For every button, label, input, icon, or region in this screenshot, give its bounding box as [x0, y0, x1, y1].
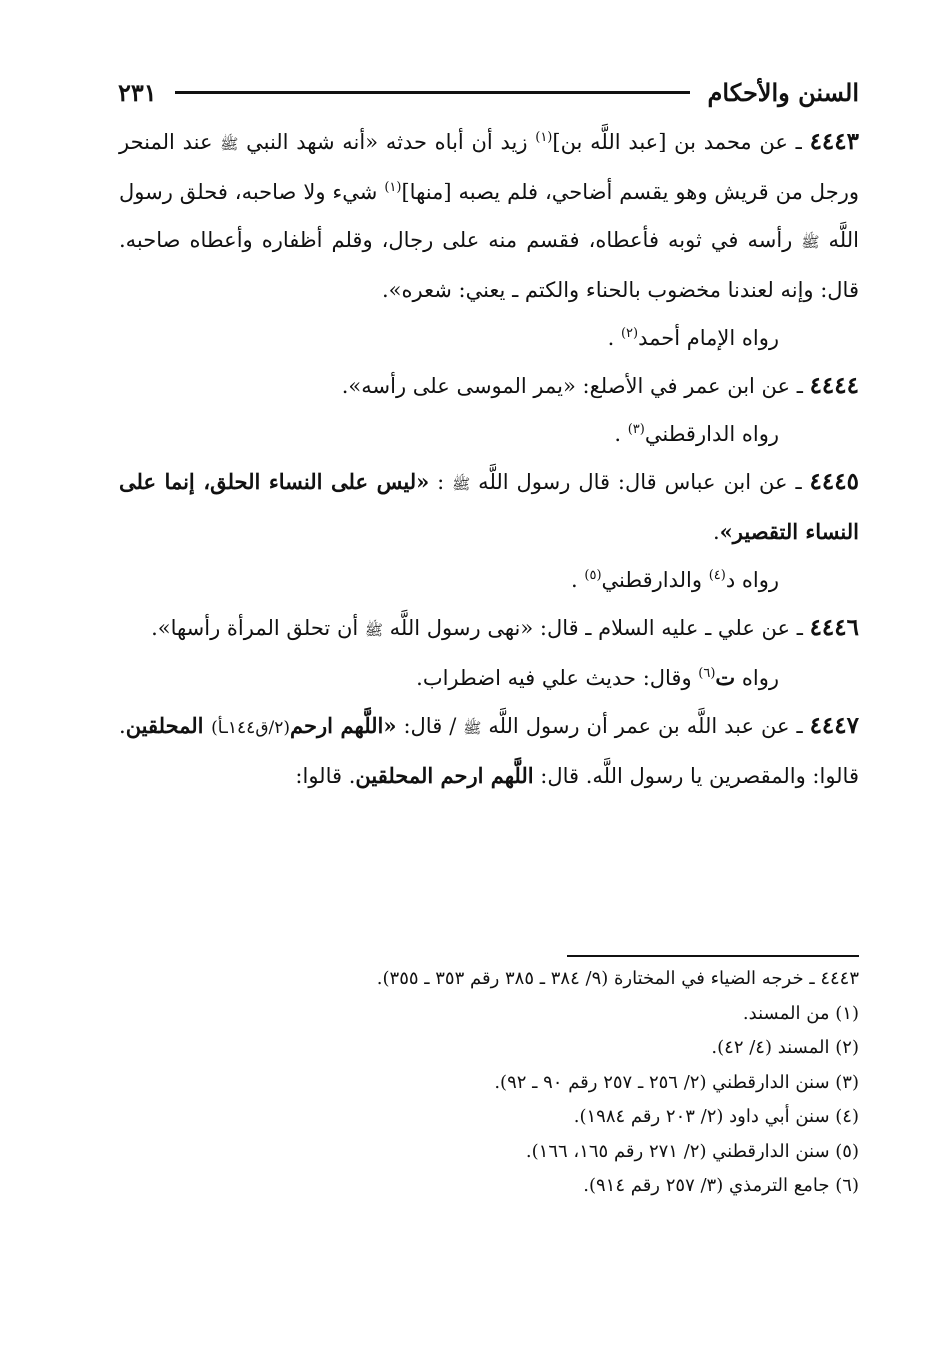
narration-text: .	[607, 326, 621, 350]
page-number: ٢٣١	[118, 77, 157, 107]
hadith-quote: «اللَّهم ارحم	[290, 713, 397, 738]
footnote-ref: (١)	[384, 180, 402, 195]
narration-source: ت	[715, 665, 736, 690]
narration-text: وقال: حديث علي فيه اضطراب.	[416, 666, 699, 690]
hadith-4443	[119, 118, 859, 314]
footnote: (١) من المسند.	[742, 1002, 859, 1024]
hadith-4446	[119, 604, 859, 654]
hadith-text: شيء ولا صاحبه، فحلق رسول اللَّه	[119, 180, 859, 252]
footnote: (٦) جامع الترمذي (٣/ ٢٥٧ رقم ٩١٤).	[583, 1175, 859, 1196]
hadith-number: ٤٤٤٥	[809, 468, 859, 495]
salla-ligature: ﷺ	[452, 475, 471, 493]
salla-ligature: ﷺ	[463, 719, 482, 737]
hadith-text: ـ عن ابن عمر في الأصلع: «يمر الموسى على رأسه».	[341, 374, 810, 398]
hadith-4445	[119, 458, 859, 556]
salla-ligature: ﷺ	[801, 233, 820, 251]
hadith-text: رأسه في ثوبه فأعطاه، فقسم منه على رجال، وقلم أظفاره وأعطاه صاحبه. قال: وإنه لعندنا مخضوب بالحناء والكتم ـ يعني: شعره».	[119, 228, 859, 302]
hadith-text: عند المنحر ورجل من قريش وهو يقسم أضاحي، فلم يصبه [منها]	[119, 130, 859, 204]
footnote: ٤٤٤٣ ـ خرجه الضياء في المختارة (٩/ ٣٨٤ ـ ٣٨٥ رقم ٣٥٣ ـ ٣٥٥).	[376, 968, 859, 989]
footnote-ref: (١)	[535, 130, 553, 145]
narration-text: .	[614, 422, 628, 446]
hadith-number: ٤٤٤٣	[809, 128, 859, 155]
narration-text: .	[571, 568, 585, 592]
footnote: (٢) المسند (٤/ ٤٢).	[711, 1037, 859, 1058]
hadith-number: ٤٤٤٦	[809, 614, 859, 641]
footnote-ref: (٢)	[620, 326, 639, 341]
narration-4446	[119, 654, 859, 702]
footnotes	[119, 962, 859, 1204]
hadith-text: . قالوا:	[295, 764, 356, 788]
footnote-ref: (٣)	[627, 422, 645, 437]
page-header	[118, 72, 859, 112]
narration-text: رواه	[735, 666, 779, 690]
hadith-number: ٤٤٤٤	[809, 372, 859, 399]
hadith-text: ـ عن محمد بن [عبد اللَّه بن]	[552, 130, 810, 154]
footnote: (٥) سنن الدارقطني (٢/ ٢٧١ رقم ١٦٥، ١٦٦).	[525, 1140, 859, 1162]
hadith-4447	[119, 702, 859, 800]
footnote-ref: (٥)	[584, 568, 602, 583]
header-rule	[175, 91, 690, 94]
salla-ligature: ﷺ	[220, 135, 239, 153]
narration-text: رواه الإمام أحمد	[638, 326, 779, 350]
footnote: (٤) سنن أبي داود (٢/ ٢٠٣ رقم ١٩٨٤).	[573, 1106, 859, 1127]
footnote: (٣) سنن الدارقطني (٢/ ٢٥٦ ـ ٢٥٧ رقم ٩٠ ـ ٩٢).	[494, 1071, 859, 1093]
body-text	[119, 118, 859, 800]
hadith-text: / قال:	[396, 714, 464, 738]
hadith-text: . قالوا: والمقصرين يا رسول اللَّه. قال:	[119, 714, 859, 788]
footnote-separator	[567, 955, 859, 957]
footnote-ref: (٤)	[708, 568, 726, 583]
hadith-quote: «ليس على النساء الحلق، إنما على النساء التقصير»	[119, 469, 859, 544]
book-title: السنن والأحكام	[707, 77, 859, 107]
salla-ligature: ﷺ	[364, 621, 383, 639]
hadith-text: ـ عن ابن عباس قال: قال رسول اللَّه	[470, 470, 810, 494]
manuscript-folio-note: (٢/ق١٤٤ـأ)	[211, 718, 291, 738]
hadith-number: ٤٤٤٧	[809, 712, 859, 739]
hadith-text: أن تحلق المرأة رأسها».	[151, 616, 365, 640]
hadith-text: .	[712, 520, 720, 544]
footnote-ref: (٦)	[698, 666, 716, 681]
narration-text: والدارقطني	[601, 568, 709, 592]
hadith-text: ـ عن علي ـ عليه السلام ـ قال: «نهى رسول اللَّه	[383, 616, 810, 640]
narration-text: رواه الدارقطني	[644, 422, 779, 446]
hadith-text: زيد أن أباه حدثه «أنه شهد النبي	[238, 130, 536, 154]
narration-4444	[119, 410, 859, 458]
narration-4443	[119, 314, 859, 362]
narration-4445	[119, 556, 859, 604]
hadith-text: :	[429, 470, 453, 494]
narration-text: رواه د	[725, 568, 779, 592]
hadith-quote: اللَّهم ارحم المحلقين	[355, 763, 534, 788]
hadith-text: ـ عن عبد اللَّه بن عمر أن رسول اللَّه	[481, 714, 810, 738]
hadith-quote: المحلقين	[125, 713, 212, 738]
hadith-4444	[119, 362, 859, 410]
